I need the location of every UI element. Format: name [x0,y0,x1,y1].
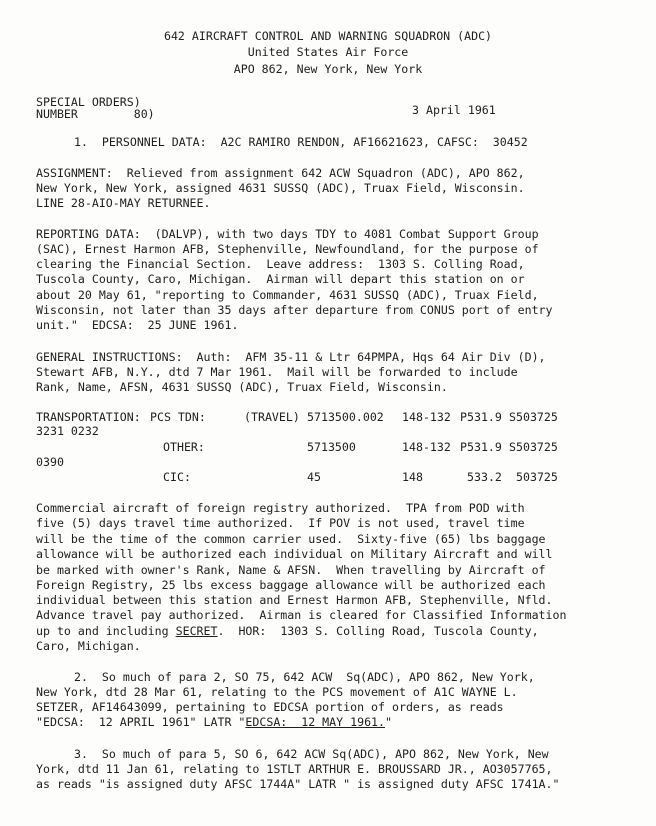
para2-line: 2. So much of para 2, SO 75, 642 ACW Sq(ADC), APO 862, New York, [74,670,535,684]
transport-code: 148-132 [402,440,451,454]
general-instructions-line: Rank, Name, AFSN, 4631 SUSSQ (ADC), Truax Field, Wisconsin. [36,380,448,394]
reporting-line: unit." EDCSA: 25 JUNE 1961. [36,318,239,332]
para3-line: as reads "is assigned duty AFSC 1744A" LATR " is assigned duty AFSC 1741A." [36,777,560,791]
transportation-label: TRANSPORTATION: [36,410,141,424]
assignment-line: ASSIGNMENT: Relieved from assignment 642 ACW Squadron (ADC), APO 862, [36,166,525,180]
transport-s: 503725 [516,470,558,484]
apo-header: APO 862, New York, New York [233,62,423,76]
reporting-line: REPORTING DATA: (DALVP), with two days TDY to 4081 Combat Support Group [36,227,539,241]
transport-p: 533.2 [467,470,502,484]
assignment-line: LINE 28-AIO-MAY RETURNEE. [36,196,211,210]
para2-line: SETZER, AF14643099, pertaining to EDCSA portion of orders, as reads [36,700,504,714]
transport-code: 148 [402,470,423,484]
service-header: United States Air Force [247,45,409,59]
commercial-line: five (5) days travel time authorized. If POV is not used, travel time [36,516,525,530]
general-instructions-line: Stewart AFB, N.Y., dtd 7 Mar 1961. Mail will be forwarded to include [36,365,518,379]
transport-type: OTHER: [163,440,205,454]
transport-p: P531.9 [460,440,502,454]
commercial-line: Advance travel pay authorized. Airman is cleared for Classified Information [36,608,567,622]
squadron-header: 642 AIRCRAFT CONTROL AND WARNING SQUADRON (ADC) [163,29,493,43]
para3-line: York, dtd 11 Jan 61, relating to 1STLT ARTHUR E. BROUSSARD JR., AO3057765, [36,762,553,776]
commercial-line: individual between this station and Ernest Harmon AFB, Stephenville, Nfld. [36,593,553,607]
transport-account: 5713500.002 [307,410,384,424]
transport-type: CIC: [163,470,191,484]
commercial-line: allowance will be authorized each individual on Military Aircraft and will [36,547,553,561]
order-number: NUMBER 80) [36,107,155,121]
edcsa-amended: EDCSA: 12 MAY 1961. [245,715,386,729]
transport-p: P531.9 [460,410,502,424]
transport-account: 5713500 [307,440,356,454]
transport-s: S503725 [509,440,558,454]
order-date: 3 April 1961 [412,103,496,117]
transport-code: 148-132 [402,410,451,424]
clearance-line: up to and including SECRET. HOR: 1303 S. Colling Road, Tuscola County, [36,624,539,638]
transport-extra: 3231 0232 [36,424,99,438]
transport-type: PCS TDN: [150,410,206,424]
assignment-line: New York, New York, assigned 4631 SUSSQ (ADC), Truax Field, Wisconsin. [36,181,525,195]
reporting-line: about 20 May 61, "reporting to Commander, 4631 SUSSQ (ADC), Truax Field, [36,288,539,302]
special-orders-label: SPECIAL ORDERS) [36,95,141,109]
commercial-line: Foreign Registry, 25 lbs excess baggage allowance will be authorized each [36,578,546,592]
commercial-line: will be the time of the common carrier used. Sixty-five (65) lbs baggage [36,532,546,546]
secret-text: SECRET [175,624,218,638]
transport-s: S503725 [509,410,558,424]
personnel-data: 1. PERSONNEL DATA: A2C RAMIRO RENDON, AF16621623, CAFSC: 30452 [74,135,528,149]
para2-line: New York, dtd 28 Mar 61, relating to the PCS movement of A1C WAYNE L. [36,685,518,699]
transport-account: 45 [307,470,321,484]
transport-travel: (TRAVEL) [244,410,300,424]
commercial-line: Commercial aircraft of foreign registry authorized. TPA from POD with [36,501,525,515]
hor-line: Caro, Michigan. [36,639,141,653]
reporting-line: Wisconsin, not later than 35 days after departure from CONUS port of entry [36,303,553,317]
general-instructions-line: GENERAL INSTRUCTIONS: Auth: AFM 35-11 & Ltr 64PMPA, Hqs 64 Air Div (D), [36,350,546,364]
reporting-line: (SAC), Ernest Harmon AFB, Stephenville, Newfoundland, for the purpose of [36,242,539,256]
reporting-line: clearing the Financial Section. Leave address: 1303 S. Colling Road, [36,257,525,271]
transport-extra: 0390 [36,455,64,469]
commercial-line: be marked with owner's Rank, Name & AFSN. When travelling by Aircraft of [36,563,546,577]
para2-line: "EDCSA: 12 APRIL 1961" LATR "EDCSA: 12 MAY 1961." [36,715,392,729]
reporting-line: Tuscola County, Caro, Michigan. Airman will depart this station on or [36,272,525,286]
para3-line: 3. So much of para 5, SO 6, 642 ACW Sq(ADC), APO 862, New York, New [74,747,549,761]
